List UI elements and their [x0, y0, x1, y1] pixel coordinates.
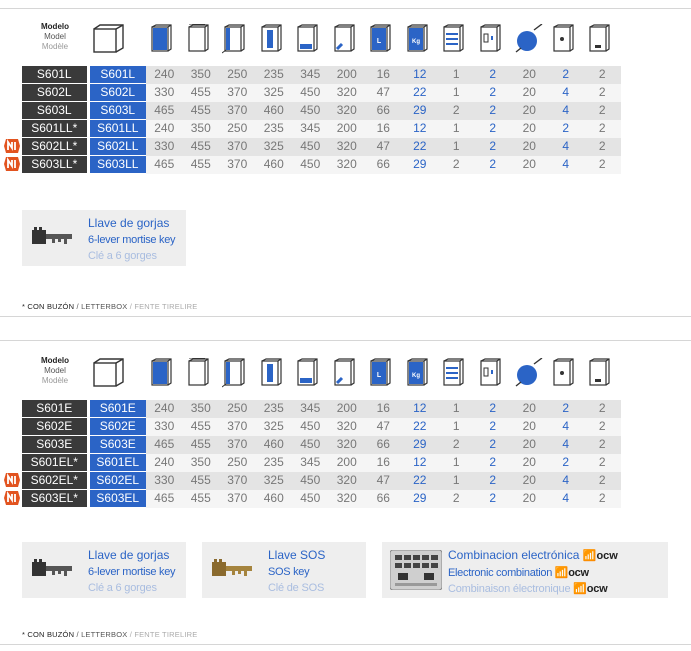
shelves-icon — [441, 24, 465, 59]
table-row — [22, 472, 621, 490]
spec-cell: 465 — [146, 436, 183, 454]
spec-cell: 20 — [511, 120, 548, 138]
spec-cell: 4 — [548, 138, 585, 156]
model-alt-code: S603E — [88, 436, 146, 454]
spec-cell: 4 — [548, 418, 585, 436]
safe-front-icon — [92, 24, 126, 59]
spec-cell: 2 — [438, 436, 475, 454]
model-alt-code: S602LL — [88, 138, 146, 156]
spec-cell: 2 — [584, 400, 621, 418]
spec-cell: 4 — [548, 156, 585, 174]
spec-cell: 2 — [475, 490, 512, 508]
model-alt-code: S601E — [88, 400, 146, 418]
spec-cell: 2 — [475, 472, 512, 490]
note-sep-1: / — [74, 302, 82, 311]
spec-cell: 29 — [402, 436, 439, 454]
electronic-option — [382, 542, 668, 598]
bolts-icon — [478, 358, 502, 393]
spec-cell: 22 — [402, 138, 439, 156]
spec-cell: 12 — [402, 454, 439, 472]
spec-cell: 20 — [511, 472, 548, 490]
spec-cell: 320 — [329, 84, 366, 102]
spec-table-l — [22, 66, 621, 174]
spec-cell: 350 — [183, 120, 220, 138]
spec-cell: 465 — [146, 102, 183, 120]
table-row — [22, 436, 621, 454]
inner-height-icon — [259, 358, 283, 393]
model-alt-code: S602L — [88, 84, 146, 102]
spec-cell: 455 — [183, 418, 220, 436]
letterbox-note — [22, 302, 197, 311]
spec-cell: 2 — [475, 400, 512, 418]
spec-cell: 200 — [329, 66, 366, 84]
model-label-es-2: Modelo — [41, 356, 69, 365]
spec-cell: 325 — [256, 472, 293, 490]
spec-cell: 250 — [219, 454, 256, 472]
spec-cell: 325 — [256, 418, 293, 436]
spec-cell: 12 — [402, 120, 439, 138]
note-fr: FENTE TIRELIRE — [134, 302, 198, 311]
spec-cell: 240 — [146, 66, 183, 84]
inner-depth-icon — [332, 358, 356, 393]
volume-icon — [368, 24, 392, 59]
bolt-diameter-icon — [514, 24, 544, 59]
new-badge-icon — [3, 138, 21, 154]
model-alt-code: S602EL — [88, 472, 146, 490]
inner-depth-icon — [332, 24, 356, 59]
spec-cell: 16 — [365, 454, 402, 472]
spec-cell: 1 — [438, 418, 475, 436]
spec-cell: 2 — [475, 102, 512, 120]
spec-cell: 350 — [183, 66, 220, 84]
spec-cell: 450 — [292, 84, 329, 102]
table-row — [22, 66, 621, 84]
spec-cell: 4 — [548, 436, 585, 454]
spec-cell: 455 — [183, 436, 220, 454]
model-alt-code: S601LL — [88, 120, 146, 138]
spec-cell: 345 — [292, 66, 329, 84]
note-sep-2-2: / — [127, 630, 135, 639]
weight-icon — [405, 24, 429, 59]
sos-key-icon — [210, 556, 258, 584]
spec-cell: 450 — [292, 418, 329, 436]
ocw-logo-2: 📶ocw — [554, 567, 589, 579]
safe-front-icon — [92, 358, 126, 393]
spec-table-e — [22, 400, 621, 508]
new-badge-icon — [3, 156, 21, 172]
ocw-logo: 📶ocw — [582, 550, 618, 562]
depth-icon — [222, 24, 246, 59]
spec-cell: 1 — [438, 84, 475, 102]
spec-cell: 2 — [475, 436, 512, 454]
model-code: S602LL* — [22, 138, 88, 156]
spec-cell: 320 — [329, 156, 366, 174]
spec-cell: 2 — [584, 138, 621, 156]
width-icon — [186, 24, 210, 59]
model-code: S601E — [22, 400, 88, 418]
spec-cell: 240 — [146, 400, 183, 418]
spec-cell: 2 — [438, 490, 475, 508]
spec-cell: 1 — [438, 120, 475, 138]
spec-cell: 370 — [219, 102, 256, 120]
spec-cell: 29 — [402, 490, 439, 508]
spec-cell: 370 — [219, 138, 256, 156]
section2-top-divider — [0, 340, 691, 341]
spec-cell: 450 — [292, 472, 329, 490]
spec-cell: 370 — [219, 418, 256, 436]
spec-cell: 12 — [402, 400, 439, 418]
lever-key-en-2: 6-lever mortise key — [88, 566, 176, 578]
model-code: S603E — [22, 436, 88, 454]
spec-cell: 370 — [219, 156, 256, 174]
spec-cell: 345 — [292, 400, 329, 418]
anchor-points-icon — [551, 24, 575, 59]
section-divider — [0, 316, 691, 317]
model-code: S602L — [22, 84, 88, 102]
sos-key-option — [202, 542, 366, 598]
inner-height-icon — [259, 24, 283, 59]
table-row — [22, 156, 621, 174]
ocw-logo-3: 📶ocw — [573, 583, 608, 595]
svg-text:Kg: Kg — [411, 373, 420, 379]
spec-cell: 2 — [438, 102, 475, 120]
table-row — [22, 138, 621, 156]
model-alt-code: S603L — [88, 102, 146, 120]
bolt-diameter-icon — [514, 358, 544, 393]
electronic-fr: Combinaison électronique — [448, 583, 571, 595]
spec-cell: 235 — [256, 66, 293, 84]
model-label-fr: Modèle — [41, 42, 69, 51]
spec-cell: 2 — [584, 156, 621, 174]
spec-cell: 465 — [146, 490, 183, 508]
lever-key-es: Llave de gorjas — [88, 216, 170, 230]
anchor-floor-icon — [587, 24, 611, 59]
spec-cell: 47 — [365, 84, 402, 102]
spec-cell: 450 — [292, 156, 329, 174]
model-label-en: Model — [44, 32, 66, 41]
spec-cell: 330 — [146, 138, 183, 156]
spec-cell: 235 — [256, 454, 293, 472]
model-label-es: Modelo — [41, 22, 69, 31]
spec-cell: 4 — [548, 84, 585, 102]
spec-header-2 — [22, 354, 687, 394]
spec-cell: 250 — [219, 120, 256, 138]
spec-cell: 320 — [329, 472, 366, 490]
model-label-en-2: Model — [44, 366, 66, 375]
spec-cell: 22 — [402, 84, 439, 102]
spec-cell: 345 — [292, 454, 329, 472]
lever-key-option-2 — [22, 542, 186, 598]
sos-key-fr: Clé de SOS — [268, 582, 325, 594]
spec-cell: 200 — [329, 400, 366, 418]
table-row — [22, 454, 621, 472]
spec-cell: 16 — [365, 120, 402, 138]
svg-text:Kg: Kg — [411, 39, 420, 45]
model-alt-code: S603EL — [88, 490, 146, 508]
spec-cell: 2 — [584, 436, 621, 454]
sos-key-es: Llave SOS — [268, 548, 326, 562]
spec-cell: 320 — [329, 138, 366, 156]
model-code: S602E — [22, 418, 88, 436]
note-en-2: LETTERBOX — [81, 630, 128, 639]
spec-cell: 2 — [548, 400, 585, 418]
spec-cell: 320 — [329, 490, 366, 508]
new-badge-icon — [3, 490, 21, 506]
electronic-es: Combinacion electrónica — [448, 548, 580, 562]
spec-cell: 66 — [365, 436, 402, 454]
spec-cell: 47 — [365, 418, 402, 436]
spec-cell: 370 — [219, 472, 256, 490]
model-alt-code: S601L — [88, 66, 146, 84]
spec-cell: 2 — [584, 418, 621, 436]
spec-cell: 450 — [292, 102, 329, 120]
spec-cell: 330 — [146, 418, 183, 436]
sos-key-en: SOS key — [268, 566, 310, 578]
spec-cell: 66 — [365, 490, 402, 508]
spec-cell: 1 — [438, 66, 475, 84]
keypad-icon — [390, 550, 442, 590]
spec-cell: 200 — [329, 120, 366, 138]
spec-cell: 320 — [329, 102, 366, 120]
note-es-2: * CON BUZÓN — [22, 630, 75, 639]
lever-key-en: 6-lever mortise key — [88, 234, 176, 246]
spec-cell: 22 — [402, 472, 439, 490]
spec-cell: 330 — [146, 84, 183, 102]
spec-cell: 235 — [256, 120, 293, 138]
spec-cell: 2 — [475, 156, 512, 174]
spec-cell: 1 — [438, 454, 475, 472]
spec-header — [22, 20, 687, 60]
shelves-icon — [441, 358, 465, 393]
depth-icon — [222, 358, 246, 393]
model-code: S603L — [22, 102, 88, 120]
spec-cell: 455 — [183, 102, 220, 120]
spec-cell: 235 — [256, 400, 293, 418]
spec-cell: 22 — [402, 418, 439, 436]
spec-cell: 370 — [219, 490, 256, 508]
lever-key-icon — [30, 556, 78, 584]
lever-key-fr: Clé a 6 gorges — [88, 250, 157, 262]
spec-cell: 330 — [146, 472, 183, 490]
spec-cell: 2 — [584, 490, 621, 508]
model-code: S601L — [22, 66, 88, 84]
spec-cell: 2 — [475, 454, 512, 472]
spec-cell: 460 — [256, 102, 293, 120]
spec-cell: 240 — [146, 120, 183, 138]
spec-cell: 66 — [365, 156, 402, 174]
anchor-floor-icon — [587, 358, 611, 393]
electronic-en: Electronic combination — [448, 567, 553, 579]
spec-cell: 2 — [584, 454, 621, 472]
letterbox-note-2 — [22, 630, 197, 639]
ocw-brand-3: ocw — [586, 583, 608, 595]
model-code: S601EL* — [22, 454, 88, 472]
spec-cell: 20 — [511, 156, 548, 174]
spec-cell: 455 — [183, 472, 220, 490]
table-row — [22, 490, 621, 508]
spec-cell: 20 — [511, 102, 548, 120]
spec-cell: 2 — [584, 84, 621, 102]
model-code: S603EL* — [22, 490, 88, 508]
spec-cell: 2 — [548, 454, 585, 472]
spec-cell: 29 — [402, 156, 439, 174]
spec-cell: 2 — [584, 66, 621, 84]
lever-key-es-2: Llave de gorjas — [88, 548, 170, 562]
electronic-es-line — [448, 548, 618, 562]
top-divider — [0, 8, 691, 9]
table-row — [22, 120, 621, 138]
model-column-label — [22, 22, 88, 52]
spec-cell: 2 — [548, 66, 585, 84]
model-column-label-2 — [22, 356, 88, 386]
spec-cell: 455 — [183, 138, 220, 156]
spec-cell: 2 — [584, 102, 621, 120]
spec-cell: 20 — [511, 436, 548, 454]
spec-cell: 345 — [292, 120, 329, 138]
note-sep-2: / — [127, 302, 135, 311]
inner-width-icon — [295, 24, 319, 59]
model-code: S602EL* — [22, 472, 88, 490]
spec-cell: 12 — [402, 66, 439, 84]
spec-cell: 47 — [365, 472, 402, 490]
lever-key-icon — [30, 224, 78, 252]
spec-cell: 350 — [183, 454, 220, 472]
bolts-icon — [478, 24, 502, 59]
spec-cell: 20 — [511, 490, 548, 508]
table-row — [22, 400, 621, 418]
spec-cell: 460 — [256, 156, 293, 174]
spec-cell: 2 — [475, 66, 512, 84]
lever-key-option — [22, 210, 186, 266]
spec-cell: 4 — [548, 102, 585, 120]
spec-cell: 455 — [183, 156, 220, 174]
ocw-brand: ocw — [596, 550, 618, 562]
spec-cell: 16 — [365, 400, 402, 418]
spec-cell: 2 — [548, 120, 585, 138]
spec-cell: 325 — [256, 84, 293, 102]
new-badge-icon — [3, 472, 21, 488]
table-row — [22, 84, 621, 102]
spec-cell: 66 — [365, 102, 402, 120]
table-row — [22, 102, 621, 120]
spec-cell: 465 — [146, 156, 183, 174]
spec-cell: 47 — [365, 138, 402, 156]
spec-cell: 250 — [219, 66, 256, 84]
model-label-fr-2: Modèle — [41, 376, 69, 385]
model-alt-code: S601EL — [88, 454, 146, 472]
spec-cell: 460 — [256, 436, 293, 454]
height-icon — [149, 358, 173, 393]
spec-cell: 450 — [292, 138, 329, 156]
model-code: S603LL* — [22, 156, 88, 174]
spec-cell: 29 — [402, 102, 439, 120]
note-en: LETTERBOX — [81, 302, 128, 311]
spec-cell: 20 — [511, 138, 548, 156]
spec-cell: 2 — [475, 138, 512, 156]
spec-cell: 2 — [584, 472, 621, 490]
spec-cell: 2 — [475, 418, 512, 436]
spec-cell: 200 — [329, 454, 366, 472]
spec-cell: 350 — [183, 400, 220, 418]
height-icon — [149, 24, 173, 59]
model-alt-code: S603LL — [88, 156, 146, 174]
svg-text:L: L — [376, 38, 382, 45]
spec-cell: 1 — [438, 400, 475, 418]
note-fr-2: FENTE TIRELIRE — [134, 630, 198, 639]
weight-icon — [405, 358, 429, 393]
ocw-brand-2: ocw — [568, 567, 589, 579]
model-alt-code: S602E — [88, 418, 146, 436]
spec-cell: 455 — [183, 84, 220, 102]
spec-cell: 20 — [511, 400, 548, 418]
volume-icon — [368, 358, 392, 393]
electronic-en-line — [448, 566, 589, 579]
spec-cell: 240 — [146, 454, 183, 472]
electronic-fr-line — [448, 582, 608, 595]
spec-cell: 370 — [219, 436, 256, 454]
spec-cell: 20 — [511, 454, 548, 472]
spec-cell: 320 — [329, 436, 366, 454]
spec-cell: 1 — [438, 472, 475, 490]
spec-cell: 320 — [329, 418, 366, 436]
spec-cell: 20 — [511, 84, 548, 102]
spec-cell: 1 — [438, 138, 475, 156]
spec-cell: 4 — [548, 490, 585, 508]
svg-text:L: L — [376, 372, 382, 379]
spec-cell: 325 — [256, 138, 293, 156]
spec-cell: 2 — [584, 120, 621, 138]
spec-cell: 2 — [475, 120, 512, 138]
spec-cell: 455 — [183, 490, 220, 508]
spec-cell: 450 — [292, 490, 329, 508]
model-code: S601LL* — [22, 120, 88, 138]
spec-cell: 16 — [365, 66, 402, 84]
bottom-divider — [0, 644, 691, 645]
inner-width-icon — [295, 358, 319, 393]
width-icon — [186, 358, 210, 393]
note-sep-1-2: / — [74, 630, 82, 639]
lever-key-fr-2: Clé a 6 gorges — [88, 582, 157, 594]
spec-cell: 2 — [475, 84, 512, 102]
spec-cell: 370 — [219, 84, 256, 102]
note-es: * CON BUZÓN — [22, 302, 75, 311]
table-row — [22, 418, 621, 436]
spec-cell: 250 — [219, 400, 256, 418]
spec-cell: 450 — [292, 436, 329, 454]
spec-cell: 20 — [511, 418, 548, 436]
spec-cell: 2 — [438, 156, 475, 174]
spec-cell: 4 — [548, 472, 585, 490]
spec-cell: 460 — [256, 490, 293, 508]
spec-cell: 20 — [511, 66, 548, 84]
anchor-points-icon — [551, 358, 575, 393]
